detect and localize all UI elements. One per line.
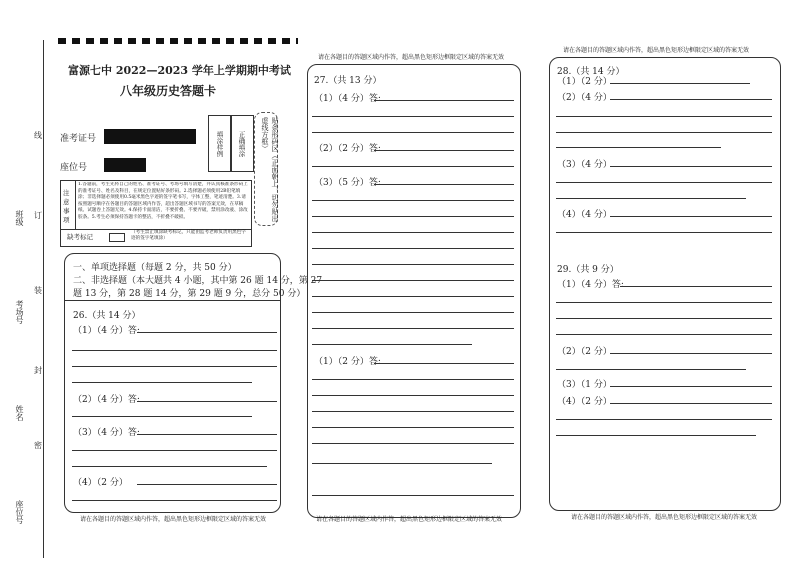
- q26-part2: （2）（4 分）答:: [73, 395, 140, 405]
- room-label: 考场号: [15, 300, 24, 324]
- q29-part3: （3）（1 分）: [557, 380, 612, 390]
- answer-line[interactable]: [72, 366, 277, 367]
- q28-part1: （1）（2 分）: [557, 77, 612, 87]
- answer-line[interactable]: [137, 434, 277, 435]
- answer-line[interactable]: [610, 353, 772, 354]
- q29-part2: （2）（2 分）: [557, 347, 612, 357]
- answer-line[interactable]: [610, 216, 772, 217]
- q27-part4: （1）（2 分）答:: [314, 357, 381, 367]
- title-line-2: 八年级历史答题卡: [120, 84, 217, 98]
- answer-line[interactable]: [556, 334, 772, 335]
- answer-line[interactable]: [312, 296, 514, 297]
- answer-line[interactable]: [556, 182, 772, 183]
- answer-line[interactable]: [72, 500, 277, 501]
- answer-line[interactable]: [556, 198, 746, 199]
- answer-line[interactable]: [312, 427, 514, 428]
- answer-line[interactable]: [312, 166, 514, 167]
- notice-text: 1.答题前，考生先将自己的姓名、准考证号、考场号填写清楚，并认真核准条形码上的准考证号、姓名及科目，在规定位置贴好条形码。2.选择题必须使用2B铅笔填涂；非选择题必须使用0.5毫米黑色字迹的签字笔书写，字体工整，笔迹清楚。3.请按照题号顺序在各题目的答题区域内作答，超出答题区域书写的答案无效，在草稿纸、试题卷上答题无效。4.保持卡面清洁，不要折叠、不要弄破，禁用涂改液、涂改胶条。5.考生必须保持答题卡的整洁，不折叠不破损。: [78, 182, 248, 220]
- answer-line[interactable]: [374, 100, 514, 101]
- answer-line[interactable]: [610, 99, 772, 100]
- answer-line[interactable]: [556, 116, 772, 117]
- class-label: 班级: [15, 210, 24, 226]
- cut-mark-3: 装: [34, 286, 42, 295]
- part1-text: 一、单项选择题（每题 2 分，共 50 分）: [73, 263, 237, 273]
- answer-line[interactable]: [374, 363, 514, 364]
- top-dash-bar: [58, 38, 298, 44]
- answer-line[interactable]: [72, 466, 267, 467]
- answer-line[interactable]: [610, 386, 772, 387]
- seat-margin-label: 座位号: [15, 500, 24, 524]
- absent-row: [60, 228, 252, 247]
- title-line-1: 富源七中 2022—2023 学年上学期期中考试: [68, 64, 291, 77]
- q28-part2: （2）（4 分）: [557, 93, 612, 103]
- answer-line[interactable]: [312, 264, 514, 265]
- answer-line[interactable]: [556, 147, 721, 148]
- answer-line[interactable]: [556, 318, 772, 319]
- binding-line: [43, 40, 44, 558]
- answer-line[interactable]: [556, 232, 772, 233]
- barcode-area: [254, 112, 278, 226]
- answer-line[interactable]: [312, 116, 514, 117]
- answer-line[interactable]: [312, 232, 514, 233]
- q28-title: 28.（共 14 分）: [557, 67, 625, 77]
- q26-part3: （3）（4 分）答:: [73, 428, 140, 438]
- absent-note: （考生禁止填涂缺考标记，只能由监考老师负责用黑色字迹的签字笔填涂）: [131, 230, 246, 241]
- part2-text-b: 题 13 分，第 28 题 14 分，第 29 题 9 分，总分 50 分）: [73, 289, 306, 299]
- notice-title: 注意事项: [63, 189, 70, 224]
- answer-line[interactable]: [312, 395, 514, 396]
- answer-line[interactable]: [312, 463, 492, 464]
- absent-label: 缺考标记: [67, 233, 93, 241]
- panel-notice-mid-bottom: 请在各题目的答题区域内作答，超出黑色矩形边框限定区域的答案无效: [316, 516, 503, 523]
- part2-text-a: 二、非选择题（本大题共 4 小题，其中第 26 题 14 分，第 27: [73, 276, 323, 286]
- answer-line[interactable]: [556, 369, 746, 370]
- seat-redacted: [104, 158, 146, 172]
- barcode-text: 贴条形码区（正面朝上，切勿贴出虚线方框）: [261, 117, 279, 222]
- answer-line[interactable]: [312, 216, 514, 217]
- answer-line[interactable]: [312, 200, 514, 201]
- panel-notice-left: 请在各题目的答题区域内作答，超出黑色矩形边框限定区域的答案无效: [80, 516, 267, 523]
- answer-line[interactable]: [312, 312, 514, 313]
- exam-no-redacted: [104, 129, 196, 144]
- answer-line[interactable]: [312, 411, 514, 412]
- answer-line[interactable]: [312, 379, 514, 380]
- answer-line[interactable]: [610, 403, 772, 404]
- q28-part3: （3）（4 分）: [557, 160, 612, 170]
- answer-line[interactable]: [374, 150, 514, 151]
- answer-line[interactable]: [312, 132, 514, 133]
- answer-line[interactable]: [556, 302, 772, 303]
- q26-part4: （4）（2 分）: [73, 478, 128, 488]
- name-label: 姓名: [15, 405, 24, 421]
- cut-mark-4: 封: [34, 366, 42, 375]
- exam-no-label: 准考证号: [60, 134, 97, 144]
- answer-line[interactable]: [312, 280, 514, 281]
- answer-line[interactable]: [72, 450, 277, 451]
- answer-line[interactable]: [620, 286, 772, 287]
- answer-line[interactable]: [312, 344, 472, 345]
- answer-line[interactable]: [374, 184, 514, 185]
- answer-line[interactable]: [72, 416, 252, 417]
- cut-mark-1: 线: [34, 131, 42, 140]
- notice-box: [60, 180, 252, 230]
- answer-line[interactable]: [610, 83, 750, 84]
- answer-line[interactable]: [137, 484, 277, 485]
- panel-notice-right-top: 请在各题目的答题区域内作答，超出黑色矩形边框限定区域的答案无效: [563, 47, 750, 54]
- seat-label: 座位号: [60, 163, 88, 173]
- q27-part2: （2）（2 分）答:: [314, 144, 381, 154]
- q28-part4: （4）（4 分）: [557, 210, 612, 220]
- q27-part3: （3）（5 分）答:: [314, 178, 381, 188]
- answer-line[interactable]: [312, 443, 514, 444]
- sample-box-1: 填涂样例: [208, 115, 232, 172]
- q27-part1: （1）（4 分）答:: [314, 94, 381, 104]
- sample-box-2: 正确填涂: [230, 115, 254, 172]
- answer-line[interactable]: [137, 401, 277, 402]
- q26-part1: （1）（4 分）答:: [73, 326, 140, 336]
- answer-line[interactable]: [312, 495, 514, 496]
- answer-line[interactable]: [72, 382, 252, 383]
- answer-line[interactable]: [72, 350, 277, 351]
- absent-checkbox[interactable]: [109, 233, 125, 242]
- answer-line[interactable]: [312, 248, 514, 249]
- answer-line[interactable]: [137, 332, 277, 333]
- answer-line[interactable]: [312, 328, 514, 329]
- q26-title: 26.（共 14 分）: [73, 311, 141, 321]
- panel-notice-right-bottom: 请在各题目的答题区域内作答，超出黑色矩形边框限定区域的答案无效: [571, 514, 758, 521]
- cut-mark-5: 密: [34, 441, 42, 450]
- answer-line[interactable]: [610, 166, 772, 167]
- q29-title: 29.（共 9 分）: [557, 265, 619, 275]
- panel-notice-mid-top: 请在各题目的答题区域内作答，超出黑色矩形边框限定区域的答案无效: [318, 54, 505, 61]
- q27-title: 27.（共 13 分）: [314, 76, 382, 86]
- answer-line[interactable]: [556, 419, 772, 420]
- cut-mark-2: 订: [34, 211, 42, 220]
- answer-line[interactable]: [556, 435, 756, 436]
- answer-line[interactable]: [556, 132, 772, 133]
- q29-part4: （4）（2 分）: [557, 397, 612, 407]
- q29-part1: （1）（4 分）答:: [557, 280, 624, 290]
